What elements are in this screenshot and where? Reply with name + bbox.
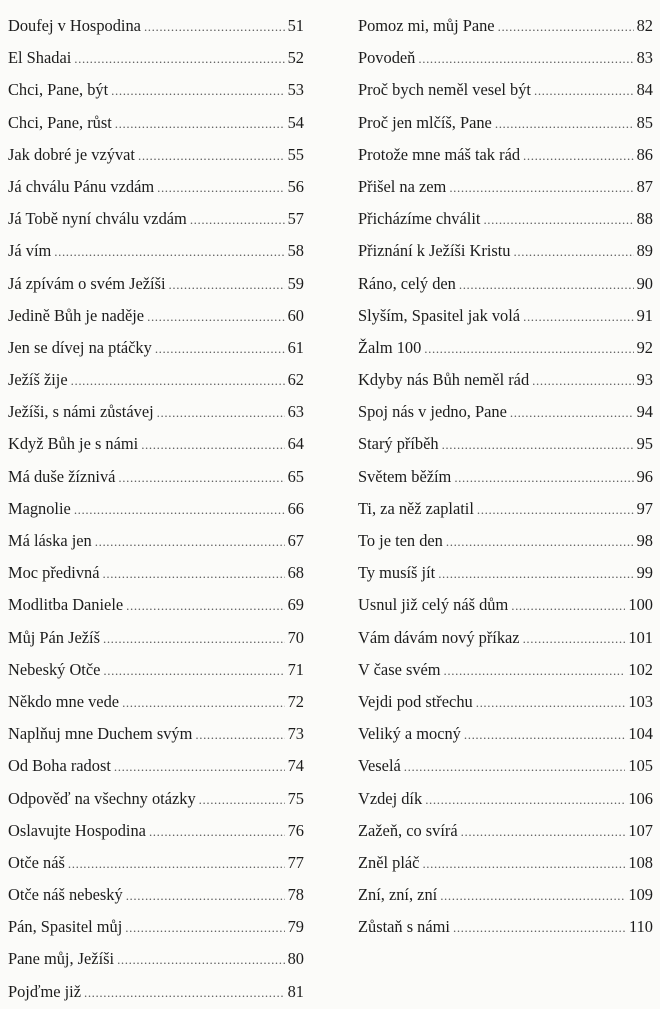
dot-leader <box>95 526 285 558</box>
entry-page-number: 57 <box>287 209 304 229</box>
entry-page-number: 51 <box>287 16 304 35</box>
entry-title: Zněl pláč <box>358 852 420 872</box>
entry-title: Protože mne máš tak rád <box>358 144 521 164</box>
dot-leader <box>464 719 626 751</box>
index-entry <box>8 203 304 235</box>
entry-page-number: 67 <box>287 531 304 550</box>
dot-leader <box>422 848 625 880</box>
index-entry <box>8 654 304 686</box>
entry-page-number: 74 <box>287 756 304 776</box>
entry-page-number: 71 <box>287 659 304 679</box>
index-entry <box>358 332 653 364</box>
entry-title: Vzdej dík <box>358 788 423 808</box>
index-entry <box>8 847 304 879</box>
entry-page-number: 77 <box>287 852 304 872</box>
dot-leader <box>117 944 285 976</box>
entry-title: Kdyby nás Bůh neměl rád <box>358 370 530 390</box>
entry-page-number: 64 <box>287 434 304 454</box>
entry-title: Otče náš <box>8 852 65 872</box>
entry-title: Jen se dívej na ptáčky <box>8 337 152 357</box>
index-column-right <box>358 10 653 943</box>
entry-page-number: 86 <box>636 144 653 164</box>
entry-title: Chci, Pane, růst <box>8 112 112 132</box>
dot-leader <box>103 623 285 655</box>
entry-page-number: 63 <box>287 402 304 422</box>
entry-page-number: 60 <box>287 305 304 325</box>
entry-title: Veselá <box>358 756 401 776</box>
dot-leader <box>510 397 634 429</box>
entry-page-number: 66 <box>287 498 304 518</box>
index-entry <box>8 428 304 460</box>
index-entry <box>358 847 653 879</box>
dot-leader <box>523 623 626 655</box>
entry-title: Odpověď na všechny otázky <box>8 788 196 808</box>
entry-page-number: 68 <box>287 563 304 583</box>
entry-title: Zní, zní, zní <box>358 885 438 905</box>
entry-title: Já zpívám o svém Ježíši <box>8 273 166 293</box>
entry-page-number: 78 <box>287 885 304 905</box>
entry-page-number: 72 <box>287 691 304 711</box>
index-entry <box>8 783 304 815</box>
entry-title: Jak dobré je vzývat <box>8 144 135 164</box>
entry-page-number: 75 <box>287 788 304 808</box>
index-entry <box>358 493 653 525</box>
entry-title: Nebeský Otče <box>8 659 101 679</box>
entry-title: Ráno, celý den <box>358 273 456 293</box>
entry-page-number: 94 <box>636 402 653 422</box>
entry-page-number: 102 <box>628 659 653 679</box>
entry-page-number: 53 <box>287 80 304 100</box>
entry-page-number: 54 <box>287 112 304 132</box>
entry-page-number: 91 <box>636 305 653 325</box>
dot-leader <box>144 11 285 43</box>
entry-page-number: 79 <box>287 917 304 937</box>
dot-leader <box>54 236 284 268</box>
dot-leader <box>199 784 285 816</box>
index-entry <box>8 171 304 203</box>
entry-title: Veliký a mocný <box>358 724 461 744</box>
entry-title: Vám dávám nový příkaz <box>358 627 520 647</box>
dot-leader <box>532 365 633 397</box>
entry-title: Přicházíme chválit <box>358 209 481 229</box>
entry-page-number: 70 <box>287 627 304 647</box>
index-entry <box>8 107 304 139</box>
index-entry <box>358 74 653 106</box>
dot-leader <box>449 172 633 204</box>
index-entry <box>8 879 304 911</box>
entry-page-number: 95 <box>636 434 653 454</box>
entry-title: Pane můj, Ježíši <box>8 949 115 969</box>
entry-title: Magnolie <box>8 498 71 518</box>
index-entry <box>358 171 653 203</box>
entry-page-number: 106 <box>628 788 653 808</box>
entry-page-number: 87 <box>636 176 653 196</box>
dot-leader <box>442 429 634 461</box>
index-entry <box>8 461 304 493</box>
entry-title: Pomoz mi, můj Pane <box>358 16 495 35</box>
index-entry <box>358 42 653 74</box>
dot-leader <box>446 526 634 558</box>
entry-title: Proč jen mlčíš, Pane <box>358 112 492 132</box>
dot-leader <box>438 558 633 590</box>
index-entry <box>8 42 304 74</box>
dot-leader <box>461 816 626 848</box>
entry-title: Já chválu Pánu vzdám <box>8 176 155 196</box>
index-entry <box>8 815 304 847</box>
entry-page-number: 73 <box>287 724 304 744</box>
dot-leader <box>190 204 285 236</box>
dot-leader <box>118 462 284 494</box>
dot-leader <box>114 751 285 783</box>
entry-page-number: 97 <box>636 498 653 518</box>
index-entry <box>358 300 653 332</box>
dot-leader <box>404 751 626 783</box>
index-entry <box>358 428 653 460</box>
index-entry <box>8 976 304 1008</box>
dot-leader <box>141 429 284 461</box>
index-entry <box>358 139 653 171</box>
dot-leader <box>155 333 285 365</box>
dot-leader <box>74 494 285 526</box>
index-entry <box>358 589 653 621</box>
dot-leader <box>523 140 634 172</box>
entry-page-number: 93 <box>636 370 653 390</box>
entry-page-number: 99 <box>636 563 653 583</box>
entry-page-number: 85 <box>636 112 653 132</box>
entry-page-number: 52 <box>287 48 304 68</box>
entry-page-number: 98 <box>636 531 653 550</box>
dot-leader <box>453 912 626 944</box>
index-entry <box>358 654 653 686</box>
dot-leader <box>424 333 633 365</box>
dot-leader <box>103 655 284 687</box>
index-entry <box>358 10 653 42</box>
entry-title: El Shadai <box>8 48 72 68</box>
dot-leader <box>157 172 285 204</box>
entry-page-number: 101 <box>628 627 653 647</box>
dot-leader <box>103 558 285 590</box>
index-entry <box>8 911 304 943</box>
dot-leader <box>68 848 285 880</box>
index-entry <box>358 718 653 750</box>
entry-title: Otče náš nebeský <box>8 885 123 905</box>
entry-page-number: 83 <box>636 48 653 68</box>
dot-leader <box>459 269 634 301</box>
index-entry <box>8 364 304 396</box>
dot-leader <box>444 655 626 687</box>
index-entry <box>358 815 653 847</box>
index-entry <box>8 10 304 42</box>
dot-leader <box>514 236 634 268</box>
entry-title: Má láska jen <box>8 531 92 550</box>
dot-leader <box>523 301 634 333</box>
entry-title: Žalm 100 <box>358 337 422 357</box>
entry-page-number: 81 <box>287 981 304 1001</box>
entry-title: Světem běžím <box>358 466 452 486</box>
entry-title: Někdo mne vede <box>8 691 120 711</box>
entry-page-number: 65 <box>287 466 304 486</box>
index-entry <box>8 300 304 332</box>
index-entry <box>358 203 653 235</box>
dot-leader <box>534 75 634 107</box>
index-entry <box>8 235 304 267</box>
entry-page-number: 62 <box>287 370 304 390</box>
entry-page-number: 110 <box>629 917 653 937</box>
index-entry <box>8 589 304 621</box>
entry-page-number: 58 <box>287 241 304 261</box>
dot-leader <box>157 397 285 429</box>
entry-title: Můj Pán Ježíš <box>8 627 100 647</box>
entry-title: Zůstaň s námi <box>358 917 450 937</box>
dot-leader <box>74 43 284 75</box>
entry-title: Jedině Bůh je naděje <box>8 305 145 325</box>
entry-page-number: 80 <box>287 949 304 969</box>
index-entry <box>358 557 653 589</box>
dot-leader <box>454 462 633 494</box>
index-entry <box>8 622 304 654</box>
index-entry <box>8 943 304 975</box>
entry-title: Starý příběh <box>358 434 439 454</box>
dot-leader <box>125 912 284 944</box>
index-entry <box>8 557 304 589</box>
entry-page-number: 105 <box>628 756 653 776</box>
entry-page-number: 82 <box>636 16 653 35</box>
dot-leader <box>195 719 284 751</box>
dot-leader <box>149 816 285 848</box>
index-entry <box>358 783 653 815</box>
index-entry <box>358 750 653 782</box>
dot-leader <box>111 75 284 107</box>
dot-leader <box>126 590 284 622</box>
index-entry <box>8 74 304 106</box>
index-entry <box>358 686 653 718</box>
entry-title: Ti, za něž zaplatil <box>358 498 474 518</box>
entry-title: Chci, Pane, být <box>8 80 109 100</box>
index-entry <box>358 268 653 300</box>
dot-leader <box>71 365 285 397</box>
entry-title: Proč bych neměl vesel být <box>358 80 531 100</box>
index-entry <box>8 493 304 525</box>
dot-leader <box>169 269 285 301</box>
dot-leader <box>126 880 285 912</box>
dot-leader <box>84 977 285 1009</box>
index-entry <box>358 107 653 139</box>
entry-title: Když Bůh je s námi <box>8 434 139 454</box>
index-entry <box>358 364 653 396</box>
dot-leader <box>476 687 626 719</box>
dot-leader <box>440 880 625 912</box>
index-entry <box>8 718 304 750</box>
entry-title: Přišel na zem <box>358 176 447 196</box>
entry-page-number: 104 <box>628 724 653 744</box>
entry-page-number: 56 <box>287 176 304 196</box>
index-entry <box>358 622 653 654</box>
entry-page-number: 88 <box>636 209 653 229</box>
index-entry <box>8 268 304 300</box>
entry-title: Ježíš žije <box>8 370 68 390</box>
entry-page-number: 107 <box>628 820 653 840</box>
index-column-left <box>8 10 304 1008</box>
entry-title: Pojďme již <box>8 981 81 1001</box>
entry-title: To je ten den <box>358 531 443 550</box>
dot-leader <box>122 687 285 719</box>
dot-leader <box>418 43 633 75</box>
entry-title: Já vím <box>8 241 52 261</box>
entry-title: Naplňuj mne Duchem svým <box>8 724 193 744</box>
entry-title: Slyším, Spasitel jak volá <box>358 305 521 325</box>
entry-title: Zažeň, co svírá <box>358 820 458 840</box>
entry-title: Oslavujte Hospodina <box>8 820 146 840</box>
entry-title: Spoj nás v jedno, Pane <box>358 402 507 422</box>
entry-title: V čase svém <box>358 659 441 679</box>
index-entry <box>8 332 304 364</box>
entry-page-number: 89 <box>636 241 653 261</box>
entry-title: Pán, Spasitel můj <box>8 917 123 937</box>
index-entry <box>8 525 304 557</box>
entry-page-number: 59 <box>287 273 304 293</box>
entry-page-number: 84 <box>636 80 653 100</box>
entry-page-number: 55 <box>287 144 304 164</box>
index-entry <box>358 461 653 493</box>
entry-page-number: 96 <box>636 466 653 486</box>
entry-title: Ježíši, s námi zůstávej <box>8 402 154 422</box>
dot-leader <box>511 590 625 622</box>
dot-leader <box>115 108 285 140</box>
entry-title: Ty musíš jít <box>358 563 436 583</box>
index-entry <box>8 750 304 782</box>
entry-page-number: 103 <box>628 691 653 711</box>
entry-title: Modlitba Daniele <box>8 595 124 615</box>
entry-title: Od Boha radost <box>8 756 111 776</box>
entry-title: Doufej v Hospodina <box>8 16 141 35</box>
dot-leader <box>425 784 625 816</box>
entry-page-number: 109 <box>628 885 653 905</box>
entry-page-number: 61 <box>287 337 304 357</box>
index-entry <box>358 911 653 943</box>
entry-page-number: 108 <box>628 852 653 872</box>
dot-leader <box>495 108 634 140</box>
entry-page-number: 92 <box>636 337 653 357</box>
dot-leader <box>138 140 285 172</box>
index-entry <box>358 525 653 557</box>
entry-title: Povodeň <box>358 48 416 68</box>
index-entry <box>8 686 304 718</box>
dot-leader <box>483 204 633 236</box>
dot-leader <box>477 494 634 526</box>
entry-title: Má duše žíznivá <box>8 466 116 486</box>
index-entry <box>8 139 304 171</box>
entry-title: Moc předivná <box>8 563 100 583</box>
entry-title: Já Tobě nyní chválu vzdám <box>8 209 187 229</box>
entry-page-number: 69 <box>287 595 304 615</box>
entry-page-number: 76 <box>287 820 304 840</box>
index-entry <box>358 396 653 428</box>
index-entry <box>8 396 304 428</box>
entry-title: Vejdi pod střechu <box>358 691 473 711</box>
entry-page-number: 100 <box>628 595 653 615</box>
index-entry <box>358 879 653 911</box>
entry-page-number: 90 <box>636 273 653 293</box>
index-entry <box>358 235 653 267</box>
dot-leader <box>498 11 634 43</box>
entry-title: Přiznání k Ježíši Kristu <box>358 241 511 261</box>
entry-title: Usnul již celý náš dům <box>358 595 509 615</box>
dot-leader <box>147 301 285 333</box>
